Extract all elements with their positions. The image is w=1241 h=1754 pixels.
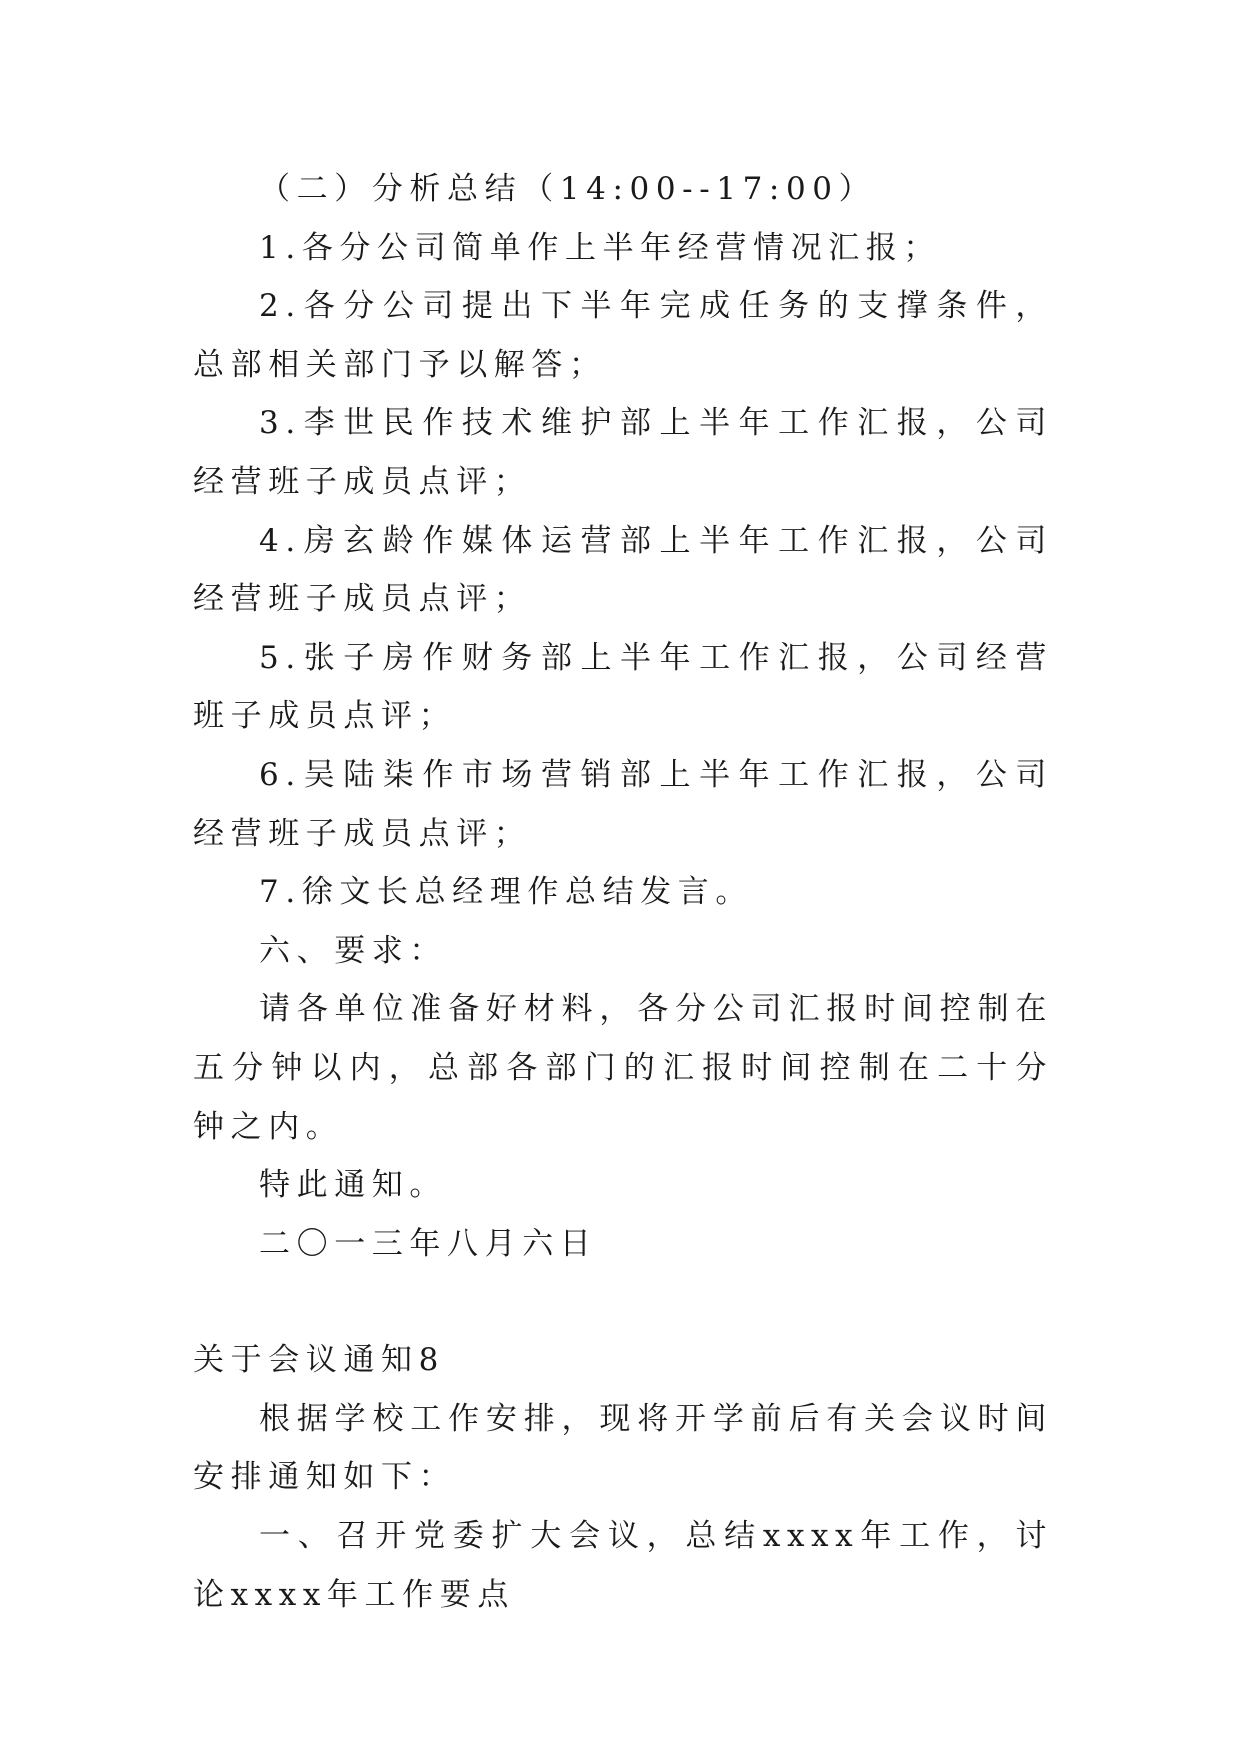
document-body — [193, 160, 1053, 1624]
section-heading-requirements: 六、要求： — [259, 932, 447, 969]
list-item: 6.吴陆柒作市场营销部上半年工作汇报，公司经营班子成员点评； — [193, 756, 1053, 852]
paragraph: 根据学校工作安排，现将开学前后有关会议时间安排通知如下： — [193, 1400, 1053, 1496]
section-title: 关于会议通知8 — [193, 1342, 445, 1379]
section-heading-analysis: （二）分析总结（14:00--17:00） — [259, 171, 877, 207]
list-item: 2.各分公司提出下半年完成任务的支撑条件，总部相关部门予以解答； — [193, 288, 1053, 383]
list-item: 1.各分公司简单作上半年经营情况汇报； — [259, 229, 941, 266]
paragraph: 一、召开党委扩大会议，总结xxxx年工作，讨论xxxx年工作要点 — [193, 1518, 1053, 1613]
list-item: 3.李世民作技术维护部上半年工作汇报，公司经营班子成员点评； — [193, 405, 1053, 500]
list-item: 4.房玄龄作媒体运营部上半年工作汇报，公司经营班子成员点评； — [193, 522, 1053, 618]
document-date: 二〇一三年八月六日 — [259, 1225, 598, 1262]
closing-text: 特此通知。 — [259, 1167, 447, 1204]
list-item: 7.徐文长总经理作总结发言。 — [259, 874, 753, 911]
list-item: 5.张子房作财务部上半年工作汇报，公司经营班子成员点评； — [193, 639, 1053, 735]
section-spacer — [193, 1273, 1053, 1331]
paragraph: 请各单位准备好材料，各分公司汇报时间控制在五分钟以内，总部各部门的汇报时间控制在二十分钟之内。 — [193, 991, 1053, 1145]
